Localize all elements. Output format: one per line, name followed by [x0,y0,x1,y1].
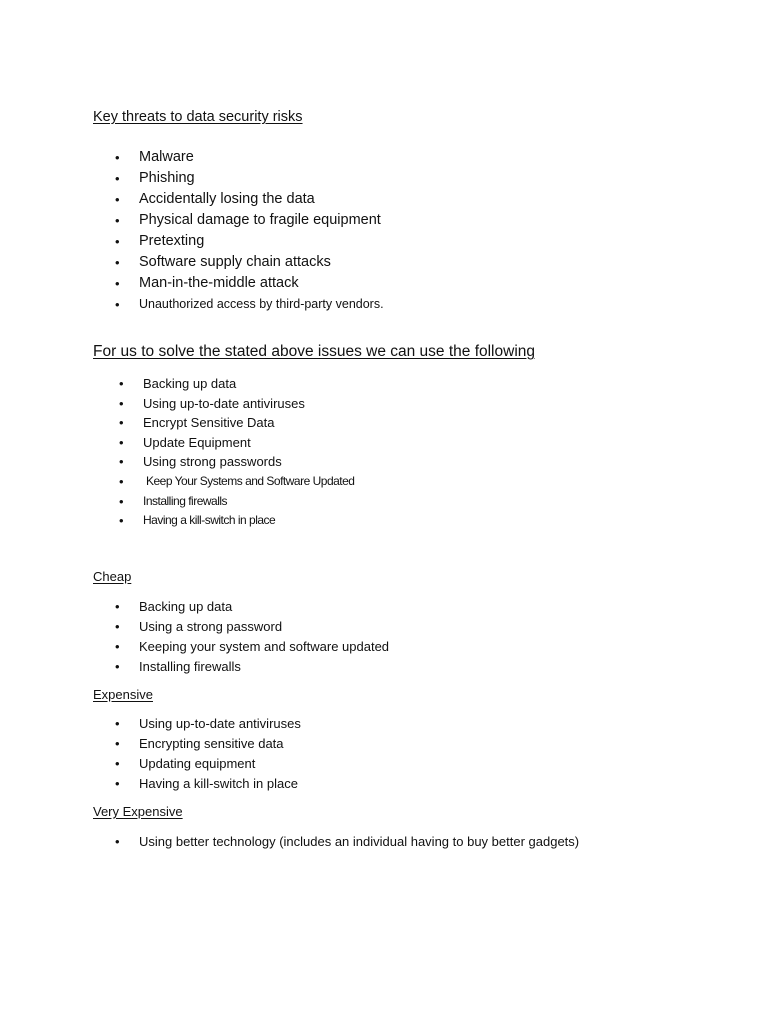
bullet-icon: • [115,234,120,249]
threats-heading: Key threats to data security risks [93,109,303,125]
list-item-text: Having a kill-switch in place [143,513,276,528]
bullet-icon: • [119,454,124,470]
list-item-text: Using up-to-date antiviruses [143,395,305,411]
bullet-icon: • [115,716,120,731]
list-item-text: Software supply chain attacks [139,254,331,270]
bullet-icon: • [115,599,120,614]
bullet-icon: • [115,297,120,312]
solutions-heading: For us to solve the stated above issues we can use the following [93,343,535,360]
bullet-icon: • [115,776,120,791]
bullet-icon: • [119,493,124,509]
threats-list [115,147,384,315]
list-item [119,413,354,433]
list-item-text: Updating equipment [139,756,256,771]
list-item-text: Backing up data [139,599,233,614]
solutions-list [119,374,355,531]
list-item-text: Unauthorized access by third-party vendors. [139,297,384,311]
list-item-text: Physical damage to fragile equipment [139,212,381,228]
bullet-icon: • [115,639,120,654]
cheap-list [115,597,390,677]
list-item-text: Keep Your Systems and Software Updated [146,473,355,488]
bullet-icon: • [115,659,120,674]
list-item [119,433,354,453]
list-item [115,168,384,189]
list-item [115,637,390,657]
list-item-text: Installing firewalls [139,659,241,674]
list-item [115,252,384,273]
list-item-text: Malware [139,149,194,165]
list-item-text: Pretexting [139,233,205,249]
bullet-icon: • [115,276,120,291]
list-item [115,754,301,774]
list-item-text: Backing up data [143,376,237,391]
bullet-icon: • [119,376,124,391]
bullet-icon: • [115,255,120,270]
expensive-list [115,714,301,794]
list-item [115,774,301,794]
list-item-text: Having a kill-switch in place [139,776,298,791]
list-item-text: Update Equipment [143,434,251,450]
bullet-icon: • [119,395,124,411]
bullet-icon: • [115,150,120,165]
bullet-icon: • [115,171,120,186]
bullet-icon: • [115,192,120,207]
list-item [119,452,354,472]
bullet-icon: • [115,619,120,634]
list-item [115,294,384,315]
list-item-text: Using a strong password [139,619,283,634]
list-item [119,472,355,492]
very-expensive-heading: Very Expensive [93,804,183,819]
list-item-text: Using better technology (includes an individual having to buy better gadgets) [139,834,580,849]
list-item-text: Using strong passwords [143,454,282,470]
list-item-text: Using up-to-date antiviruses [139,716,301,731]
list-item [119,492,354,512]
list-item [115,597,389,617]
bullet-icon: • [119,473,124,489]
bullet-icon: • [119,513,124,529]
bullet-icon: • [119,415,124,431]
list-item [115,617,389,637]
list-item-text: Encrypting sensitive data [139,736,284,751]
list-item [115,832,580,852]
list-item [115,231,384,252]
expensive-heading: Expensive [93,687,153,702]
bullet-icon: • [115,756,120,771]
list-item [115,189,384,210]
list-item-text: Phishing [139,170,195,186]
list-item [115,734,301,754]
list-item [115,273,384,294]
list-item-text: Encrypt Sensitive Data [143,415,275,431]
list-item [115,657,389,677]
bullet-icon: • [115,213,120,228]
list-item-text: Installing firewalls [143,493,228,508]
bullet-icon: • [115,834,120,849]
list-item [119,394,354,414]
list-item [119,511,354,531]
list-item-text: Keeping your system and software updated [139,639,390,654]
list-item [115,147,384,168]
list-item [119,374,354,394]
bullet-icon: • [119,434,124,450]
cheap-heading: Cheap [93,569,132,584]
bullet-icon: • [115,736,120,751]
list-item [115,210,384,231]
list-item-text: Man-in-the-middle attack [139,275,299,291]
list-item [115,714,301,734]
list-item-text: Accidentally losing the data [139,191,315,207]
very-expensive-list [115,832,580,852]
